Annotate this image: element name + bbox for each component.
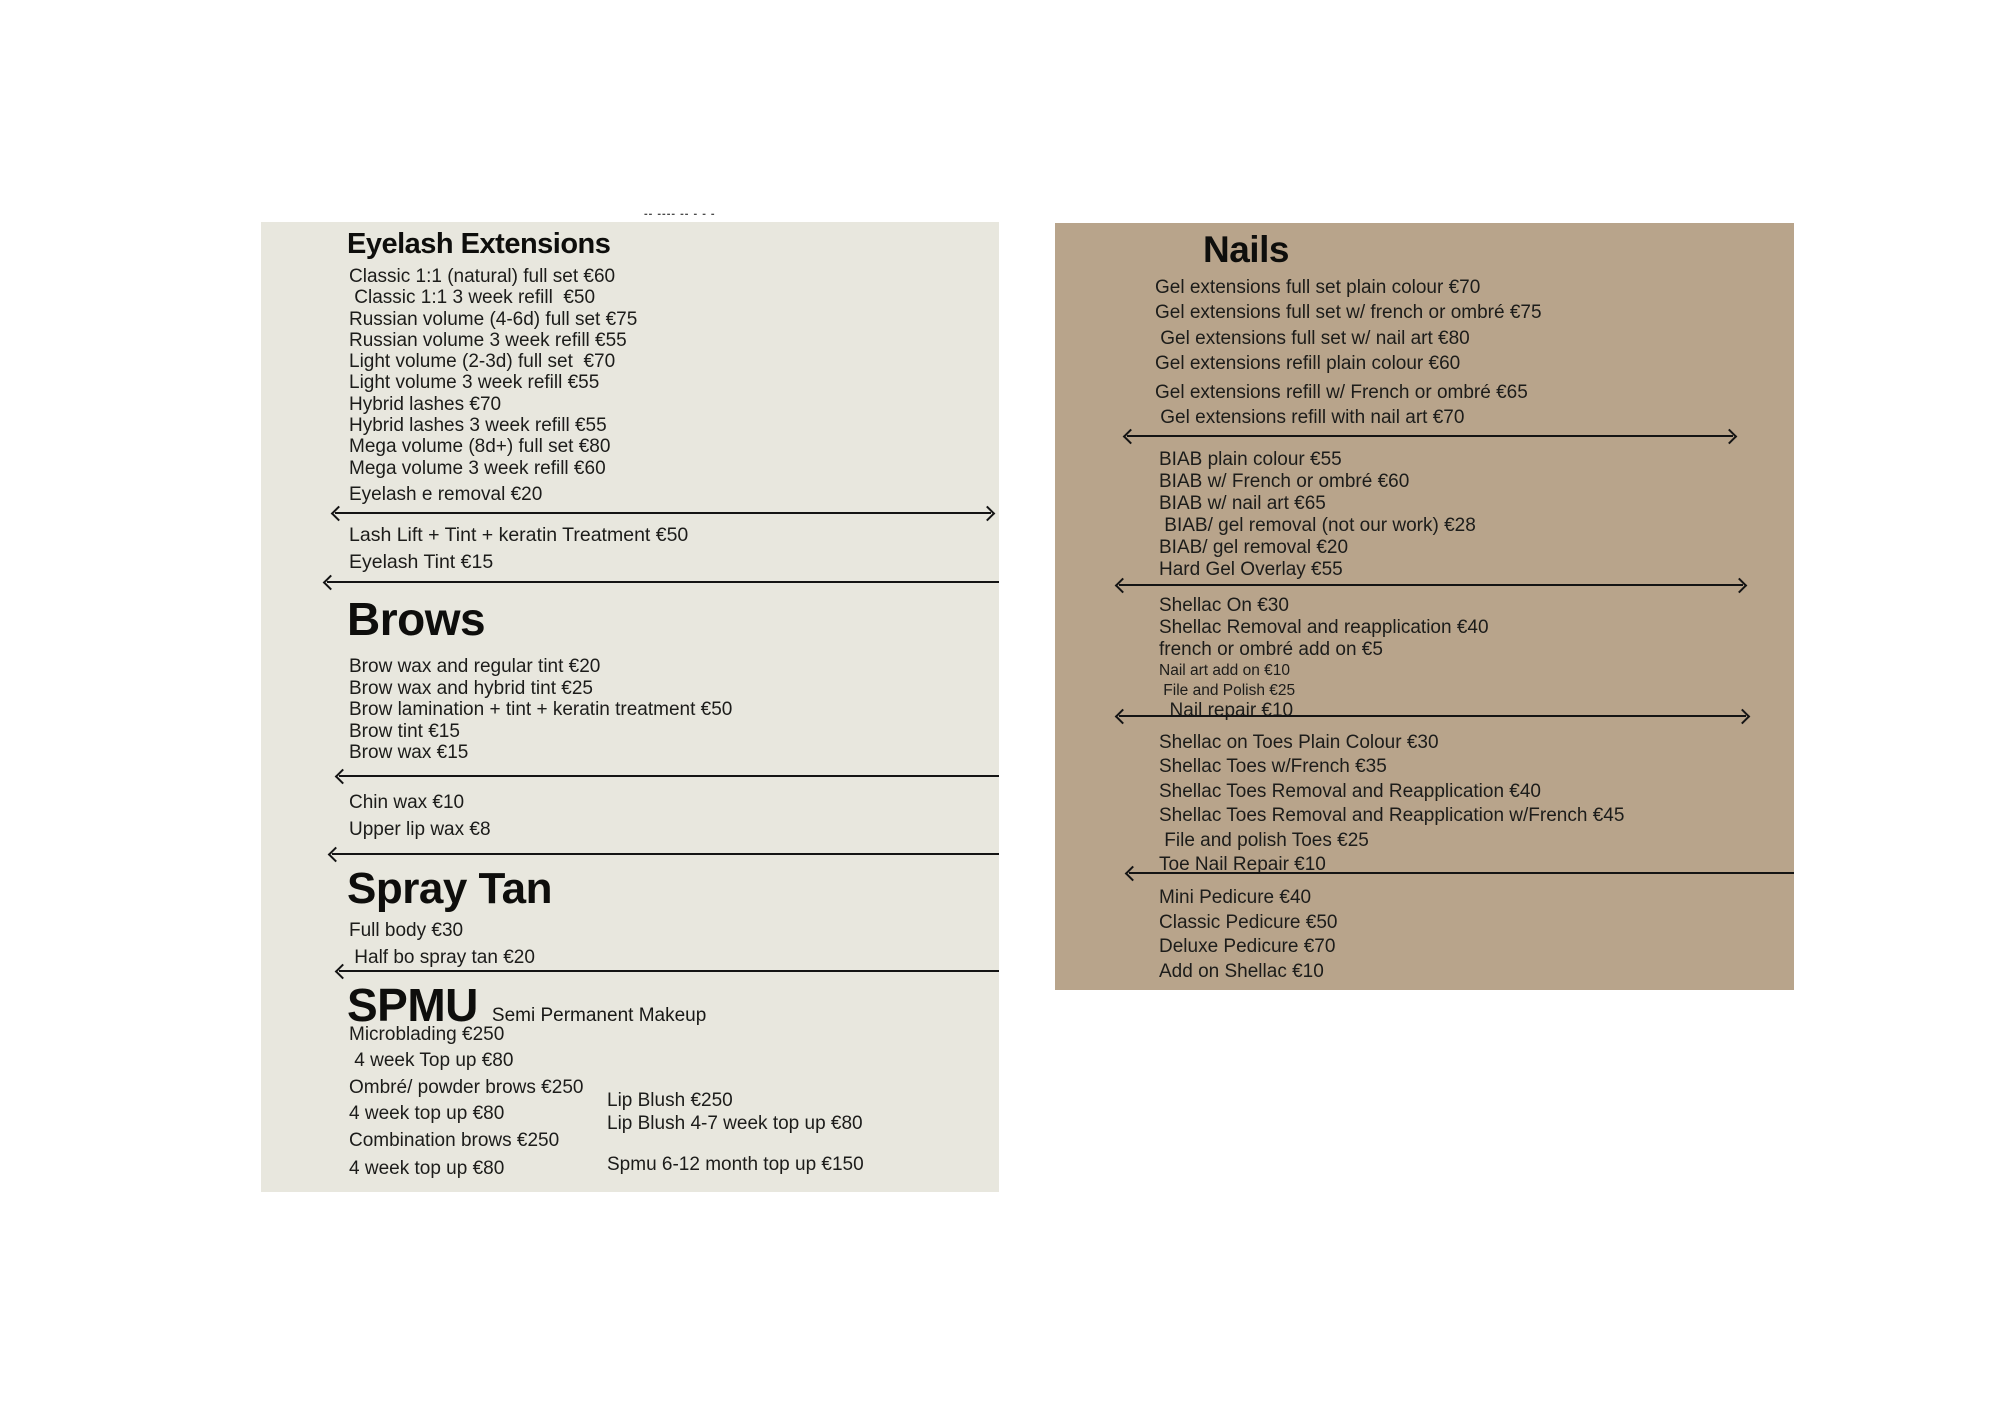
menu-item: Spmu 6-12 month top up €150 — [607, 1154, 864, 1175]
divider — [335, 512, 991, 514]
lash-lift-items — [349, 522, 688, 576]
divider — [327, 581, 999, 583]
menu-item: Microblading €250 — [349, 1024, 505, 1045]
menu-item: Brow wax €15 — [349, 742, 469, 763]
menu-item: 4 week top up €80 — [349, 1158, 505, 1180]
section-title-spray-tan: Spray Tan — [347, 864, 552, 913]
menu-item: Shellac Removal and reapplication €40 — [1159, 617, 1489, 638]
menu-item: Russian volume (4-6d) full set €75 — [349, 308, 638, 330]
menu-item: Hybrid lashes €70 — [349, 393, 502, 415]
divider — [1127, 435, 1733, 437]
menu-item: Brow tint €15 — [349, 720, 460, 742]
section-title-brows: Brows — [347, 593, 486, 645]
menu-item: Gel extensions full set plain colour €70 — [1155, 277, 1481, 298]
menu-item: Mega volume 3 week refill €60 — [349, 457, 606, 479]
menu-item: Brow wax and regular tint €20 — [349, 656, 601, 677]
cropped-text-fragment: -- ---- -- - - - — [644, 210, 716, 218]
gel-extensions-items — [1155, 275, 1542, 431]
menu-item: BIAB plain colour €55 — [1159, 449, 1342, 470]
divider — [339, 970, 999, 972]
menu-item: Classic 1:1 (natural) full set €60 — [349, 266, 616, 287]
menu-item: 4 week Top up €80 — [349, 1050, 514, 1072]
menu-item: Ombré/ powder brows €250 — [349, 1076, 584, 1098]
divider — [1129, 872, 1794, 874]
pedicure-items — [1159, 886, 1337, 984]
menu-item: Deluxe Pedicure €70 — [1159, 936, 1336, 957]
menu-item: Classic 1:1 3 week refill €50 — [349, 287, 596, 309]
brows-items — [349, 656, 732, 764]
menu-item: Gel extensions refill with nail art €70 — [1155, 407, 1465, 429]
divider — [1119, 715, 1746, 717]
menu-item: Hybrid lashes 3 week refill €55 — [349, 415, 607, 437]
menu-item: Combination brows €250 — [349, 1129, 560, 1151]
menu-item: Mega volume (8d+) full set €80 — [349, 436, 611, 458]
wax-items — [349, 789, 491, 843]
menu-item: Add on Shellac €10 — [1159, 960, 1324, 982]
biab-items — [1159, 449, 1476, 581]
menu-item: Shellac On €30 — [1159, 595, 1289, 616]
menu-item: 4 week top up €80 — [349, 1103, 505, 1125]
menu-item: Russian volume 3 week refill €55 — [349, 329, 627, 351]
section-title-nails: Nails — [1203, 229, 1289, 270]
menu-item: Nail repair €10 — [1159, 700, 1294, 721]
spmu-items-left-column — [349, 1022, 583, 1182]
menu-item: Lip Blush €250 — [607, 1090, 733, 1111]
divider — [332, 853, 999, 855]
divider — [1119, 584, 1743, 586]
menu-item: Gel extensions full set w/ nail art €80 — [1155, 327, 1470, 349]
menu-item: Shellac on Toes Plain Colour €30 — [1159, 732, 1439, 753]
left-panel — [261, 222, 999, 1192]
menu-item: Gel extensions refill w/ French or ombré €65 — [1155, 382, 1528, 404]
menu-item: File and Polish €25 — [1159, 681, 1296, 699]
menu-item: Lash Lift + Tint + keratin Treatment €50 — [349, 524, 689, 546]
menu-item: Toe Nail Repair €10 — [1159, 854, 1326, 876]
menu-item: Lip Blush 4-7 week top up €80 — [607, 1112, 863, 1134]
menu-item: Light volume 3 week refill €55 — [349, 372, 600, 394]
menu-item: BIAB w/ French or ombré €60 — [1159, 471, 1410, 492]
menu-item: BIAB w/ nail art €65 — [1159, 493, 1326, 514]
menu-item: BIAB/ gel removal (not our work) €28 — [1159, 515, 1476, 536]
menu-item: Full body €30 — [349, 920, 464, 941]
spmu-items-right-column — [607, 1090, 864, 1177]
menu-item: Upper lip wax €8 — [349, 819, 491, 840]
eyelash-extensions-items — [349, 266, 637, 505]
menu-item: BIAB/ gel removal €20 — [1159, 537, 1349, 558]
shellac-toes-items — [1159, 731, 1624, 877]
menu-item: Eyelash e removal €20 — [349, 483, 543, 505]
section-title-eyelash-extensions: Eyelash Extensions — [347, 228, 611, 260]
menu-item: Nail art add on €10 — [1159, 662, 1290, 679]
menu-item: Mini Pedicure €40 — [1159, 887, 1312, 908]
spray-tan-items — [349, 917, 535, 971]
menu-item: Eyelash Tint €15 — [349, 551, 494, 573]
menu-item: File and polish Toes €25 — [1159, 829, 1369, 851]
menu-item: Gel extensions full set w/ french or ombré €75 — [1155, 302, 1542, 324]
menu-item: Brow lamination + tint + keratin treatment €50 — [349, 699, 733, 720]
right-panel — [1055, 223, 1794, 990]
spmu-title: SPMU — [347, 979, 478, 1031]
menu-item: Chin wax €10 — [349, 792, 465, 813]
menu-item: Shellac Toes Removal and Reapplication w/French €45 — [1159, 805, 1625, 827]
spmu-subtitle: Semi Permanent Makeup — [491, 1005, 707, 1026]
menu-item: Gel extensions refill plain colour €60 — [1155, 352, 1461, 374]
menu-item: Classic Pedicure €50 — [1159, 911, 1338, 933]
menu-item: Half bo spray tan €20 — [349, 947, 535, 968]
menu-item: Shellac Toes w/French €35 — [1159, 756, 1387, 778]
menu-item: Light volume (2-3d) full set €70 — [349, 351, 616, 373]
menu-item: Shellac Toes Removal and Reapplication €40 — [1159, 780, 1542, 802]
shellac-items — [1159, 595, 1489, 722]
divider — [339, 775, 999, 777]
menu-item: french or ombré add on €5 — [1159, 639, 1383, 660]
menu-item: Hard Gel Overlay €55 — [1159, 559, 1343, 580]
menu-item: Brow wax and hybrid tint €25 — [349, 677, 593, 699]
